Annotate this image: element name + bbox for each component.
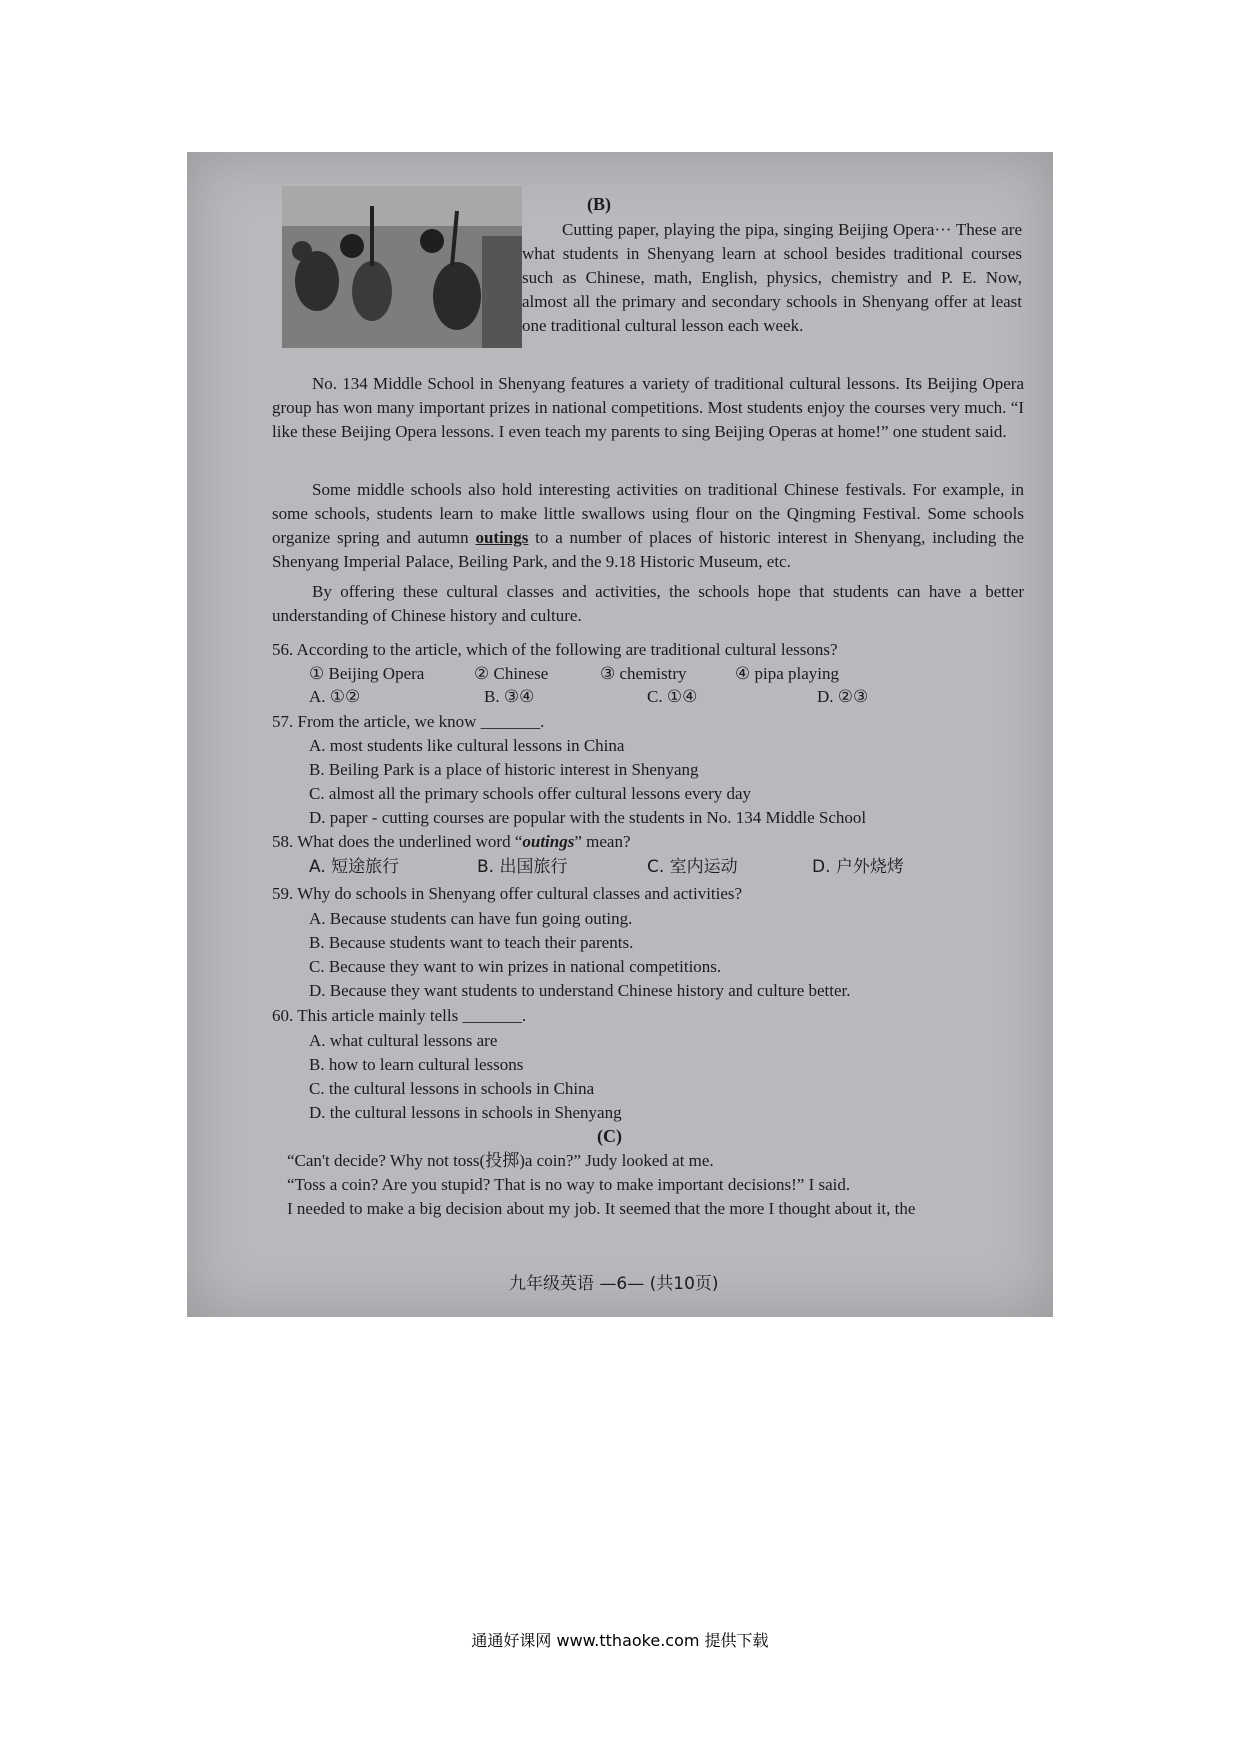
question-57-option-b: B. Beiling Park is a place of historic interest in Shenyang bbox=[309, 760, 699, 779]
question-60-stem: 60. This article mainly tells _______. bbox=[272, 1006, 527, 1025]
section-b-paragraph-3: By offering these cultural classes and activities, the schools hope that students can have a better understanding of Chinese history and culture. bbox=[272, 582, 1024, 625]
page-footer: 九年级英语 —6— (共10页) bbox=[509, 1274, 719, 1294]
question-56-option-c: C. ①④ bbox=[647, 687, 698, 706]
question-59-option-d: D. Because they want students to understand Chinese history and culture better. bbox=[309, 981, 851, 1000]
question-59-option-b: B. Because students want to teach their parents. bbox=[309, 933, 634, 952]
underlined-word-outings: outings bbox=[475, 528, 529, 547]
pipa-illustration bbox=[282, 186, 522, 348]
section-c-label: (C) bbox=[597, 1126, 622, 1146]
section-b-intro: Cutting paper, playing the pipa, singing Beijing Opera··· These are what students in Shenyang learn at school besides traditional courses such as Chinese, math, English, physics, chemistry and P. E. Now, almost all the primary and secondary schools in Shenyang offer at least one traditional cultural lesson each week. bbox=[522, 220, 1022, 335]
question-59-option-c: C. Because they want to win prizes in national competitions. bbox=[309, 957, 722, 976]
question-60-option-a: A. what cultural lessons are bbox=[309, 1031, 498, 1050]
question-56-item-3: ③ chemistry bbox=[600, 664, 687, 683]
students-playing-pipa-image bbox=[282, 186, 522, 348]
question-58-option-b: B. 出国旅行 bbox=[477, 857, 568, 877]
question-56-option-b: B. ③④ bbox=[484, 687, 535, 706]
download-credit: 通通好课网 www.tthaoke.com 提供下载 bbox=[471, 1631, 769, 1650]
question-60-option-c: C. the cultural lessons in schools in China bbox=[309, 1079, 595, 1098]
question-59-stem: 59. Why do schools in Shenyang offer cultural classes and activities? bbox=[272, 884, 743, 903]
question-57-option-a: A. most students like cultural lessons in China bbox=[309, 736, 625, 755]
question-60-option-d: D. the cultural lessons in schools in Shenyang bbox=[309, 1103, 622, 1122]
question-60-option-b: B. how to learn cultural lessons bbox=[309, 1055, 524, 1074]
question-58-option-a: A. 短途旅行 bbox=[309, 857, 400, 877]
paragraph-2-text-before: Some middle schools also hold interesting activities on traditional Chinese festivals. For example, in some schools, students learn to make little swallows using flour on the Qingming Festival. Some schools organize spring and autumn bbox=[272, 480, 1024, 547]
question-56-option-a: A. ①② bbox=[309, 687, 361, 706]
question-56-option-d: D. ②③ bbox=[817, 687, 869, 706]
section-b-paragraph-2 bbox=[272, 478, 1024, 574]
question-56-item-4: ④ pipa playing bbox=[735, 664, 840, 683]
question-57-option-d: D. paper - cutting courses are popular with the students in No. 134 Middle School bbox=[309, 808, 867, 827]
question-58-stem-before: 58. What does the underlined word “ bbox=[272, 832, 523, 851]
question-58-stem bbox=[272, 830, 631, 854]
question-56-item-1: ① Beijing Opera bbox=[309, 664, 425, 683]
question-57-stem: 57. From the article, we know _______. bbox=[272, 712, 545, 731]
question-58-option-d: D. 户外烧烤 bbox=[812, 857, 904, 877]
question-56-item-2: ② Chinese bbox=[474, 664, 549, 683]
section-b-paragraph-1: No. 134 Middle School in Shenyang features a variety of traditional cultural lessons. Its Beijing Opera group has won many important prizes in national competitions. Most students enjoy the courses very much. “I like these Beijing Opera lessons. I even teach my parents to sing Beijing Operas at home!” one student said. bbox=[272, 374, 1024, 441]
question-58-option-c: C. 室内运动 bbox=[647, 857, 738, 877]
paragraph-2-text-after: to a number of places of historic interest in Shenyang, including the Shenyang Imperial Palace, Beiling Park, and the 9.18 Historic Museum, etc. bbox=[272, 528, 1024, 571]
exam-page-photo bbox=[187, 152, 1053, 1317]
section-c-line-1: “Can't decide? Why not toss(投掷)a coin?” Judy looked at me. bbox=[287, 1151, 714, 1170]
question-56-stem: 56. According to the article, which of the following are traditional cultural lessons? bbox=[272, 640, 838, 659]
section-c-line-2: “Toss a coin? Are you stupid? That is no way to make important decisions!” I said. bbox=[287, 1175, 851, 1194]
section-b-label: (B) bbox=[587, 194, 611, 214]
section-c-line-3: I needed to make a big decision about my job. It seemed that the more I thought about it, the bbox=[287, 1199, 916, 1218]
question-58-word: outings bbox=[522, 832, 575, 851]
question-57-option-c: C. almost all the primary schools offer cultural lessons every day bbox=[309, 784, 752, 803]
question-58-stem-after: ” mean? bbox=[574, 832, 631, 851]
question-59-option-a: A. Because students can have fun going outing. bbox=[309, 909, 633, 928]
